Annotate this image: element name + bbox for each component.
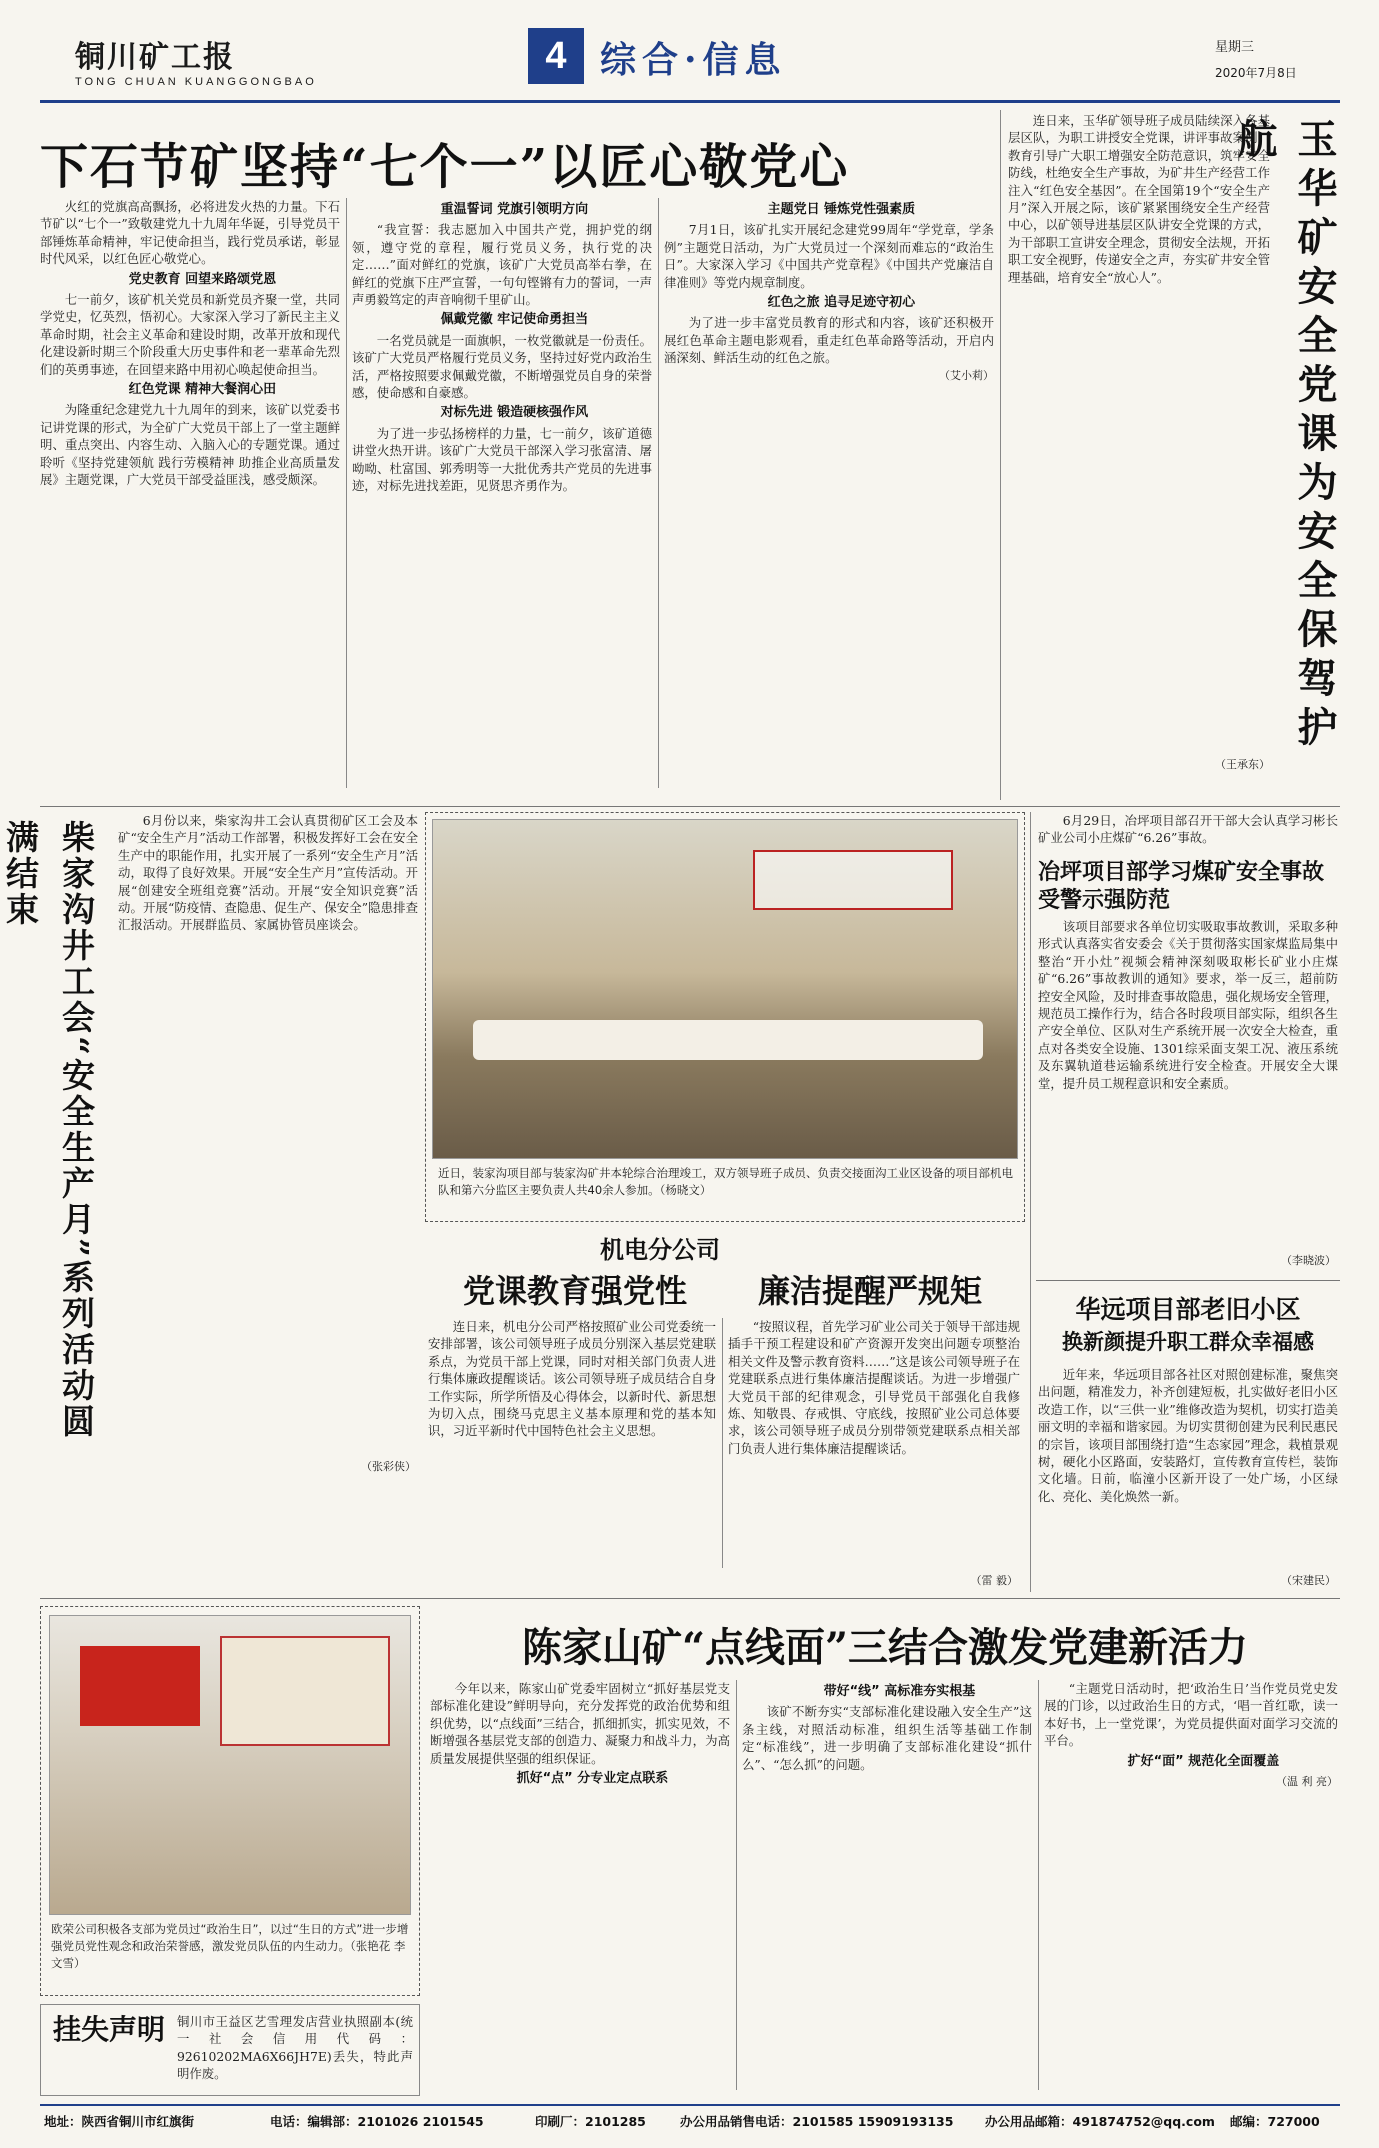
lead-text-6: 7月1日，该矿扎实开展纪念建党99周年“学党章，学条例”主题党日活动，为广大党员过一个深刻而难忘的“政治生日”。大家深入学习《中国共产党章程》《中国共产党廉洁自律准则》等党内规章制度。: [664, 222, 994, 290]
lead-text-5: 为了进一步弘扬榜样的力量，七一前夕，该矿道德讲堂火热开讲。该矿广大党员干部深入学习张富清、屠呦呦、杜富国、郭秀明等一大批优秀共产党员的先进事迹，对标先进找差距，见贤思齐勇作为。: [352, 425, 652, 494]
divider: [1038, 1680, 1039, 2090]
footer-print: 印刷厂：2101285: [535, 2114, 646, 2129]
divider: [346, 198, 347, 788]
zhaojia-vertical-title: 柴家沟井工会“安全生产月”系列活动圆满结束: [1, 820, 96, 1440]
chenjiashan-col-2: [742, 1680, 1032, 2090]
issue-date: 2020年7月8日: [1215, 66, 1297, 80]
yuhua-byline: （王承东）: [1215, 758, 1270, 771]
divider: [658, 198, 659, 788]
lead-col-1: [40, 198, 340, 798]
huayuan-text: 近年来，华远项目部各社区对照创建标准，聚焦突出问题，精准发力，补齐创建短板，扎实做好老旧小区改造工作，以“三供一业”维修改造为契机，切实打造美丽文明的幸福和谐家园。为切实贯彻创建为民利民惠民的宗旨，该项目部围绕打造“生态家园”理念，栽植景观树，硬化小区路面，安装路灯，宣传教育宣传栏，装饰文化墙。日前，临潼小区新开设了一处广场，小区绿化、亮化、美化焕然一新。: [1038, 1367, 1338, 1504]
divider: [40, 1598, 1340, 1599]
party-birthday-photo: [49, 1615, 411, 1915]
footer-sales: 办公用品销售电话：2101585 15909193135: [680, 2114, 954, 2129]
main-photo-caption: 近日，装家沟项目部与装家沟矿井本轮综合治理竣工，双方领导班子成员、负责交接面沟工业区设备的项目部机电队和第六分监区主要负责人共40余人参加。（杨晓文）: [438, 1166, 1013, 1197]
divider: [722, 1318, 723, 1568]
yeping-text: 该项目部要求各单位切实吸取事故教训，采取多种形式认真落实省安委会《关于贯彻落实国家煤监局集中整治“开小灶”视频会精神深刻吸取彬长矿业小庄煤矿“6.26”事故教训的通知》要求，举一反三，超前防控安全风险，及时排查事故隐患，强化规场安全管理，规范员工操作行为，结合各时段项目部实际，组织各生产安全单位、区队对生产系统开展一次安全大检查，重点对各类安全设施、1301综采面支架工况、液压系统及东翼轨道巷运输系统进行安全检查。开展安全大课堂，提升员工规程意识和安全素质。: [1038, 919, 1338, 1091]
divider: [1000, 110, 1001, 800]
bottom-photo-caption: 欧荣公司积极各支部为党员过“政治生日”，以过“生日的方式”进一步增强党员党性观念和政治荣誉感，激发党员队伍的内生动力。（张艳花 李文雪）: [51, 1922, 409, 1970]
red-banner-decor: [753, 850, 953, 910]
lead-byline: （艾小莉）: [939, 368, 994, 382]
jidian-title-left: 党课教育强党性: [462, 1272, 687, 1310]
lead-sub-1: 党史教育 回望来路颂党恩: [128, 271, 277, 287]
lead-sub-7: 红色之旅 追寻足迹守初心: [767, 295, 916, 311]
divider: [1030, 812, 1031, 1592]
chenjiashan-sub-1: 抓好“点” 分专业定点联系: [516, 1771, 669, 1787]
notice-heading: 挂失声明: [52, 2013, 165, 2046]
lead-sub-2: 红色党课 精神大餐润心田: [128, 382, 277, 398]
jidian-byline: （雷 毅）: [970, 1574, 1018, 1587]
divider: [736, 1680, 737, 2090]
lead-sub-6: 主题党日 锤炼党性强素质: [767, 202, 916, 217]
section-title: 综合·信息: [600, 39, 787, 81]
lead-text-1: 七一前夕，该矿机关党员和新党员齐聚一堂，共同学党史，忆英烈，悟初心。大家深入学习了新民主主义革命时期，社会主义革命和建设时期，改革开放和现代化建设新时期三个阶段重大历史事件和老一辈革命先烈们的英勇事迹，在回望来路中用初心唤起使命担当。: [40, 292, 340, 377]
chenjiashan-byline: （温 利 亮）: [1276, 1775, 1338, 1789]
jidian-text-left: 连日来，机电分公司严格按照矿业公司党委统一安排部署，该公司领导班子成员分别深入基层党建联系点，为党员干部上党课，同时对相关部门负责人进行集体廉政提醒谈话。该公司领导班子成员结合自身工作实际，所学所悟及心得体会，以新时代、新思想为切入点，围绕马克思主义基本原理和党的基本知识，习近平新时代中国特色社会主义思想。: [428, 1319, 716, 1439]
chenjiashan-col-1: [430, 1680, 730, 2090]
masthead: [30, 20, 1350, 100]
yeping-byline: （李晓波）: [1281, 1254, 1336, 1267]
lead-sub-3: 重温誓词 党旗引领明方向: [440, 202, 589, 217]
lead-text-3: “我宣誓：我志愿加入中国共产党，拥护党的纲领，遵守党的章程，履行党员义务，执行党的决定……”面对鲜红的党旗，该矿广大党员高举右拳，在鲜红的党旗下庄严宣誓，一句句铿锵有力的誓词，一声声勇毅笃定的声音响彻千里矿山。: [352, 222, 652, 308]
chenjiashan-col-3: [1044, 1680, 1338, 2090]
chenjiashan-text-1: 今年以来，陈家山矿党委牢固树立“抓好基层党支部标准化建设”鲜明导向，充分发挥党的政治优势和组织优势，以“点线面”三结合，抓细抓实，抓实见效，不断增强各基层党支部的创造力、凝聚力和战斗力，为高质量发展提供坚强的组织保证。: [430, 1681, 730, 1766]
weekday: 星期三: [1215, 40, 1255, 55]
yeping-photo-caption: 6月29日，冶坪项目部召开干部大会认真学习彬长矿业公司小庄煤矿“6.26”事故。: [1038, 813, 1338, 846]
lost-notice: [40, 2004, 420, 2096]
lead-text-7: 为了进一步丰富党员教育的形式和内容，该矿还积极开展红色革命主题电影观看，重走红色革命路等活动，开启内涵深刻、鲜活生动的红色之旅。: [664, 315, 994, 366]
huayuan-title-1: 华远项目部老旧小区: [1075, 1295, 1301, 1324]
chenjiashan-sub-3: 扩好“面” 规范化全面覆盖: [1127, 1753, 1280, 1769]
lead-sub-5: 对标先进 锻造硬核强作风: [440, 405, 589, 421]
lead-intro: 火红的党旗高高飘扬，必将进发火热的力量。下石节矿以“七个一”致敬建党九十九周年华诞，引导党员干部锤炼革命精神，牢记使命担当，践行党员承诺，彰显时代风采，以红色匠心敬党心。: [40, 199, 340, 267]
zhaojia-text: 6月份以来，柴家沟井工会认真贯彻矿区工会及本矿“安全生产月”活动工作部署，积极发挥好工会在安全生产中的职能作用，扎实开展了一系列“安全生产月”活动，取得了良好效果。开展“安全生产月”宣传活动。开展“创建安全班组竞赛”活动。开展“安全知识竞赛”活动。开展“防疫情、查隐患、促生产、保安全”隐患排查汇报活动。开展群监员、家属协管员座谈会。: [118, 813, 418, 933]
chenjiashan-title: 陈家山矿“点线面”三结合激发党建新活力: [521, 1624, 1248, 1671]
yuhua-vertical-title: 玉华矿安全党课为安全保驾护航: [1231, 118, 1338, 755]
footer-phone: 电话：编辑部：2101026 2101545: [270, 2114, 484, 2129]
lead-headline: 下石节矿坚持“七个一”以匠心敬党心: [40, 139, 850, 195]
paper-name: 铜川矿工报: [75, 40, 235, 75]
lead-col-3: [664, 198, 994, 798]
divider: [40, 806, 1340, 807]
wall-board-decor: [220, 1636, 390, 1746]
huayuan-byline: （宋建民）: [1281, 1574, 1336, 1587]
chenjiashan-text-2: 该矿不断夯实“支部标准化建设融入安全生产”这条主线，对照活动标准，组织生活等基础工作制定“标准线”，进一步明确了支部标准化建设“抓什么”、“怎么抓”的问题。: [742, 1704, 1032, 1772]
masthead-rule: [40, 100, 1340, 103]
jidian-text-right: “按照议程，首先学习矿业公司关于领导干部违规插手干预工程建设和矿产资源开发突出问题专项整治相关文件及警示教育资料……”这是该公司领导班子在党建联系点进行集体廉洁提醒谈话。为进一步增强广大党员干部的纪律观念，引导党员干部强化自我修炼、知敬畏、存戒惧、守底线，按照矿业公司总体要求，该公司领导班子成员分别带领党建联系点相关部门负责人进行集体廉洁提醒谈话。: [728, 1319, 1020, 1456]
huayuan-title-2: 换新颜提升职工群众幸福感: [1062, 1329, 1314, 1354]
yeping-title: 冶坪项目部学习煤矿安全事故受警示强防范: [1038, 859, 1325, 913]
footer-email: 办公用品邮箱：491874752@qq.com: [985, 2114, 1215, 2129]
footer-address: 地址：陕西省铜川市红旗街: [44, 2114, 195, 2129]
yuhua-text: 连日来，玉华矿领导班子成员陆续深入各基层区队，为职工讲授安全党课，讲评事故案例，教育引导广大职工增强安全防范意识，筑牢安全防线，杜绝安全生产事故，为矿井生产经营工作注入“红色安全基因”。在全国第19个“安全生产月”深入开展之际，该矿紧紧围绕安全生产经营中心，以矿领导进基层区队讲安全党课的方式，为干部职工宣讲安全理念，贯彻安全法规，开拓职工安全视野，传递安全之声，夯实矿井安全管理基础，培育安全“放心人”。: [1008, 113, 1270, 285]
chenjiashan-sub-2: 带好“线” 高标准夯实根基: [823, 1684, 976, 1699]
page-number: 4: [528, 28, 584, 84]
lead-col-2: [352, 198, 652, 798]
meeting-photo: [432, 819, 1018, 1159]
lead-text-2: 为隆重纪念建党九十九周年的到来，该矿以党委书记讲党课的形式，为全矿广大党员干部上了一堂主题鲜明、重点突出、内容生动、入脑入心的专题党课。通过聆听《坚持党建领航 践行劳模精神 助推企业高质量发展》主题党课，广大党员干部受益匪浅，感受颇深。: [40, 402, 340, 488]
party-flag-decor: [80, 1646, 200, 1726]
bottom-photo-frame: [40, 1606, 420, 1996]
divider: [1036, 1280, 1340, 1281]
zhaojia-byline: （张彩侠）: [361, 1460, 416, 1473]
main-photo-frame: [425, 812, 1025, 1222]
chenjiashan-text-3: “主题党日活动时，把‘政治生日’当作党员党史发展的门诊，以过政治生日的方式，‘唱一首红歌，读一本好书，上一堂党课’，为党员提供面对面学习交流的平台。: [1044, 1681, 1338, 1749]
jidian-title-right: 廉洁提醒严规矩: [757, 1272, 982, 1310]
table-decor: [473, 1020, 983, 1060]
lead-sub-4: 佩戴党徽 牢记使命勇担当: [440, 312, 589, 328]
footer-rule: [40, 2104, 1340, 2106]
paper-pinyin: TONG CHUAN KUANGGONGBAO: [75, 76, 317, 88]
footer-postcode: 邮编：727000: [1230, 2114, 1320, 2129]
jidian-header: 机电分公司: [600, 1235, 720, 1264]
notice-text: 铜川市王益区艺雪理发店营业执照副本(统一社会信用代码：92610202MA6X66JH7E)丢失，特此声明作废。: [177, 2014, 413, 2082]
lead-text-4: 一名党员就是一面旗帜，一枚党徽就是一份责任。该矿广大党员严格履行党员义务，坚持过好党内政治生活，严格按照要求佩戴党徽，不断增强党员自身的荣誉感，使命感和自豪感。: [352, 332, 652, 401]
